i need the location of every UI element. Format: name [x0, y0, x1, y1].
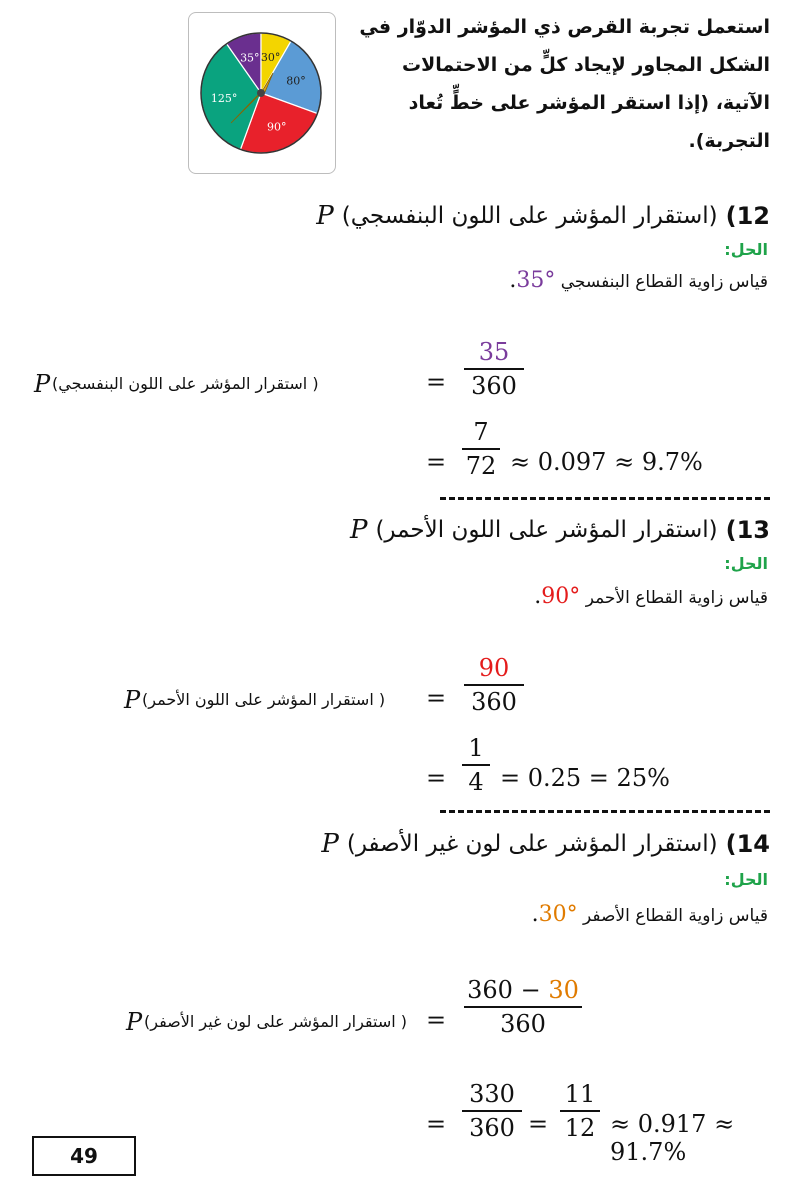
eq-event-text: ( استقرار المؤشر على اللون البنفسجي)	[52, 374, 319, 393]
eq-equals: =	[426, 764, 447, 792]
question-13	[350, 510, 770, 550]
separator	[440, 497, 770, 500]
eq-P: P	[34, 370, 51, 398]
fraction-denominator: 12	[564, 1114, 596, 1142]
fraction-numerator: 11	[564, 1080, 596, 1108]
question-12	[316, 196, 770, 236]
fraction-330-360	[464, 974, 582, 1040]
eq-equals: =	[426, 684, 447, 712]
angle-value: 90	[541, 584, 570, 609]
statement-dot: .	[509, 268, 517, 293]
solution-label: الحل:	[724, 554, 768, 573]
eq-result: ≈ 0.917 ≈ 91.7%	[610, 1110, 735, 1166]
eq-equals: =	[528, 1110, 549, 1138]
fraction-numerator: 1	[468, 734, 484, 762]
spinner-sector-label: 30°	[260, 51, 281, 65]
spinner-sector-label: 80°	[286, 74, 306, 88]
numerator-whole: 360 −	[467, 976, 541, 1004]
fraction-35-360	[464, 336, 524, 402]
intro-line-1: استعمل تجربة القرص ذي المؤشر الدوّار في	[359, 16, 770, 38]
fraction-numerator: 35	[478, 338, 510, 366]
fraction-1-4	[462, 732, 490, 798]
problem-intro	[330, 8, 770, 160]
separator	[440, 810, 770, 813]
angle-statement	[509, 268, 768, 293]
eq-event-text: ( استقرار المؤشر على اللون الأحمر)	[142, 690, 386, 709]
angle-value: 30	[538, 902, 567, 927]
fraction-denominator: 360	[471, 372, 517, 400]
fraction-330-360-b	[462, 1078, 522, 1144]
question-number: 13)	[725, 516, 770, 544]
angle-value: 35	[516, 268, 545, 293]
page-number: 49	[32, 1136, 136, 1176]
fraction-numerator: 90	[478, 654, 510, 682]
probability-symbol: P	[316, 201, 334, 231]
eq-equals: =	[426, 448, 447, 476]
statement-dot: .	[531, 902, 539, 927]
eq-equals: =	[426, 1110, 447, 1138]
spinner-sector-label: 125°	[210, 91, 238, 105]
spinner-sector-label: 35°	[240, 51, 260, 65]
fraction-7-72	[462, 416, 500, 482]
angle-statement	[532, 902, 768, 927]
eq-event-text: ( استقرار المؤشر على لون غير الأصفر)	[144, 1012, 408, 1031]
spinner-sector-label: 90°	[266, 120, 287, 134]
angle-statement	[534, 584, 768, 609]
solution-label: الحل:	[724, 870, 768, 889]
eq-equals: =	[426, 368, 447, 396]
question-number: 14)	[725, 830, 770, 858]
question-text: (استقرار المؤشر على اللون البنفسجي)	[341, 203, 718, 229]
angle-degree: °	[566, 902, 578, 927]
numerator-subtract: 30	[548, 976, 579, 1004]
fraction-denominator: 360	[469, 1114, 515, 1142]
eq-equals: =	[426, 1006, 447, 1034]
intro-line-2: الشكل المجاور لإيجاد كلٍّ من الاحتمالات	[402, 54, 770, 76]
fraction-90-360	[464, 652, 524, 718]
question-text: (استقرار المؤشر على لون غير الأصفر)	[346, 831, 718, 857]
intro-line-3: الآتية، (إذا استقر المؤشر على خطٍّ تُعاد التجربة).	[408, 92, 770, 152]
probability-symbol: P	[321, 829, 339, 859]
statement-dot: .	[534, 584, 542, 609]
angle-degree: °	[544, 268, 556, 293]
probability-symbol: P	[349, 515, 368, 545]
statement-text: قياس زاوية القطاع الأحمر	[585, 588, 768, 608]
fraction-denominator: 4	[468, 768, 484, 796]
fraction-numerator: 7	[473, 418, 489, 446]
question-14	[321, 824, 770, 864]
statement-text: قياس زاوية القطاع البنفسجي	[560, 272, 768, 292]
spinner-figure	[188, 12, 336, 174]
question-number: 12)	[725, 202, 770, 230]
eq-P: P	[124, 686, 141, 714]
spinner-svg	[189, 13, 335, 173]
solution-label: الحل:	[724, 240, 768, 259]
fraction-denominator: 72	[465, 452, 497, 480]
eq-result: = 0.25 = 25%	[500, 764, 670, 792]
eq-P: P	[126, 1008, 143, 1036]
statement-text: قياس زاوية القطاع الأصفر	[583, 906, 768, 926]
angle-degree: °	[569, 584, 581, 609]
fraction-denominator: 360	[471, 688, 517, 716]
question-text: (استقرار المؤشر على اللون الأحمر)	[375, 517, 718, 543]
eq-result: ≈ 0.097 ≈ 9.7%	[510, 448, 703, 476]
fraction-denominator: 360	[500, 1010, 546, 1038]
fraction-numerator: 330	[469, 1080, 515, 1108]
fraction-numerator	[464, 974, 582, 1006]
fraction-11-12	[560, 1078, 600, 1144]
